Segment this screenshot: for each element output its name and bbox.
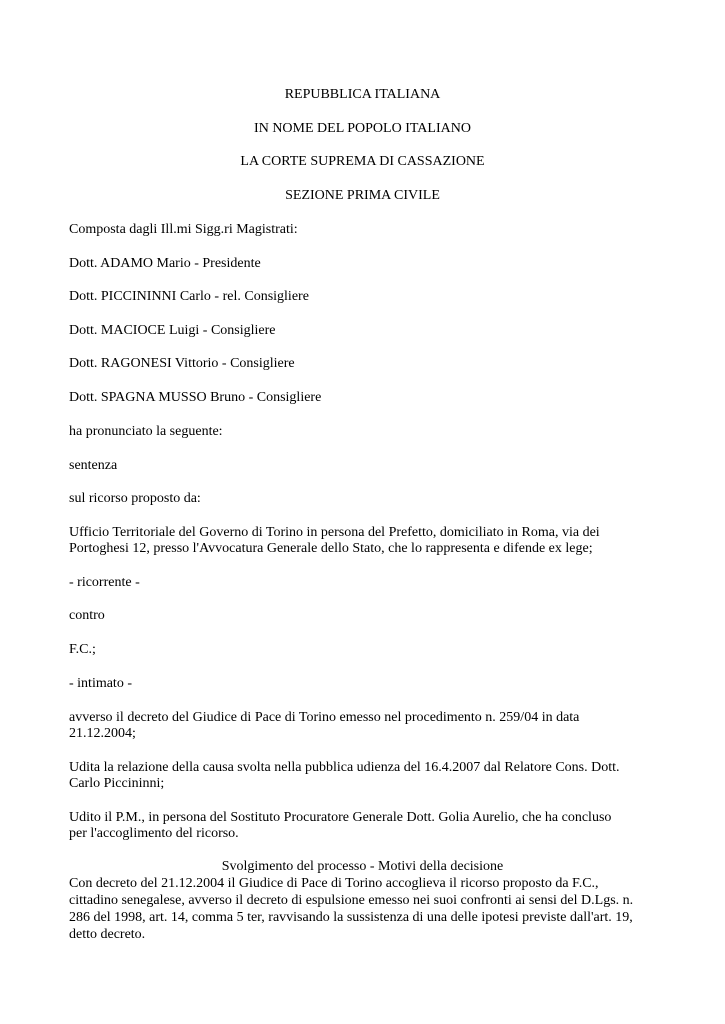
judge-line: Dott. SPAGNA MUSSO Bruno - Consigliere — [69, 390, 322, 405]
judge-line: Dott. ADAMO Mario - Presidente — [69, 256, 261, 271]
udita-text: Udita la relazione della causa svolta nella pubblica udienza del 16.4.2007 dal Relatore Cons. Dott. — [69, 760, 620, 775]
avverso-text: 21.12.2004; — [69, 726, 136, 741]
header-popolo: IN NOME DEL POPOLO ITALIANO — [254, 121, 471, 136]
composition-intro: Composta dagli Ill.mi Sigg.ri Magistrati: — [69, 222, 298, 237]
ricorso-intro: sul ricorso proposto da: — [69, 491, 201, 506]
intimato-label: - intimato - — [69, 676, 132, 691]
sentenza-label: sentenza — [69, 458, 118, 473]
decreto-text: cittadino senegalese, avverso il decreto di espulsione emesso nei suoi confronti ai sensi del D.Lgs. n. — [69, 893, 634, 908]
avverso-text: avverso il decreto del Giudice di Pace di Torino emesso nel procedimento n. 259/04 in data — [69, 710, 580, 725]
header-section: SEZIONE PRIMA CIVILE — [285, 188, 440, 203]
header-court: LA CORTE SUPREMA DI CASSAZIONE — [240, 154, 485, 169]
judge-line: Dott. PICCININNI Carlo - rel. Consigliere — [69, 289, 309, 304]
decreto-text: detto decreto. — [69, 927, 146, 942]
ricorrente-text: Ufficio Territoriale del Governo di Torino in persona del Prefetto, domiciliato in Roma, via dei — [69, 525, 600, 540]
ricorrente-label: - ricorrente - — [69, 575, 140, 590]
ricorrente-text: Portoghesi 12, presso l'Avvocatura Generale dello Stato, che lo rappresenta e difende ex lege; — [69, 541, 593, 556]
pronounced-text: ha pronunciato la seguente: — [69, 424, 223, 439]
udita-text: Carlo Piccininni; — [69, 776, 165, 791]
judge-line: Dott. RAGONESI Vittorio - Consigliere — [69, 356, 295, 371]
decreto-text: 286 del 1998, art. 14, comma 5 ter, ravvisando la sussistenza di una delle ipotesi previste dall'art. 19, — [69, 910, 633, 925]
decreto-text: Con decreto del 21.12.2004 il Giudice di Pace di Torino accoglieva il ricorso proposto da F.C., — [69, 876, 599, 891]
section-title: Svolgimento del processo - Motivi della decisione — [221, 859, 504, 874]
judge-line: Dott. MACIOCE Luigi - Consigliere — [69, 323, 276, 338]
udito-text: per l'accoglimento del ricorso. — [69, 826, 239, 841]
header-republic: REPUBBLICA ITALIANA — [284, 87, 441, 102]
contro-label: contro — [69, 608, 105, 623]
intimato-name: F.C.; — [69, 642, 96, 657]
udito-text: Udito il P.M., in persona del Sostituto Procuratore Generale Dott. Golia Aurelio, che ha concluso — [69, 810, 612, 825]
